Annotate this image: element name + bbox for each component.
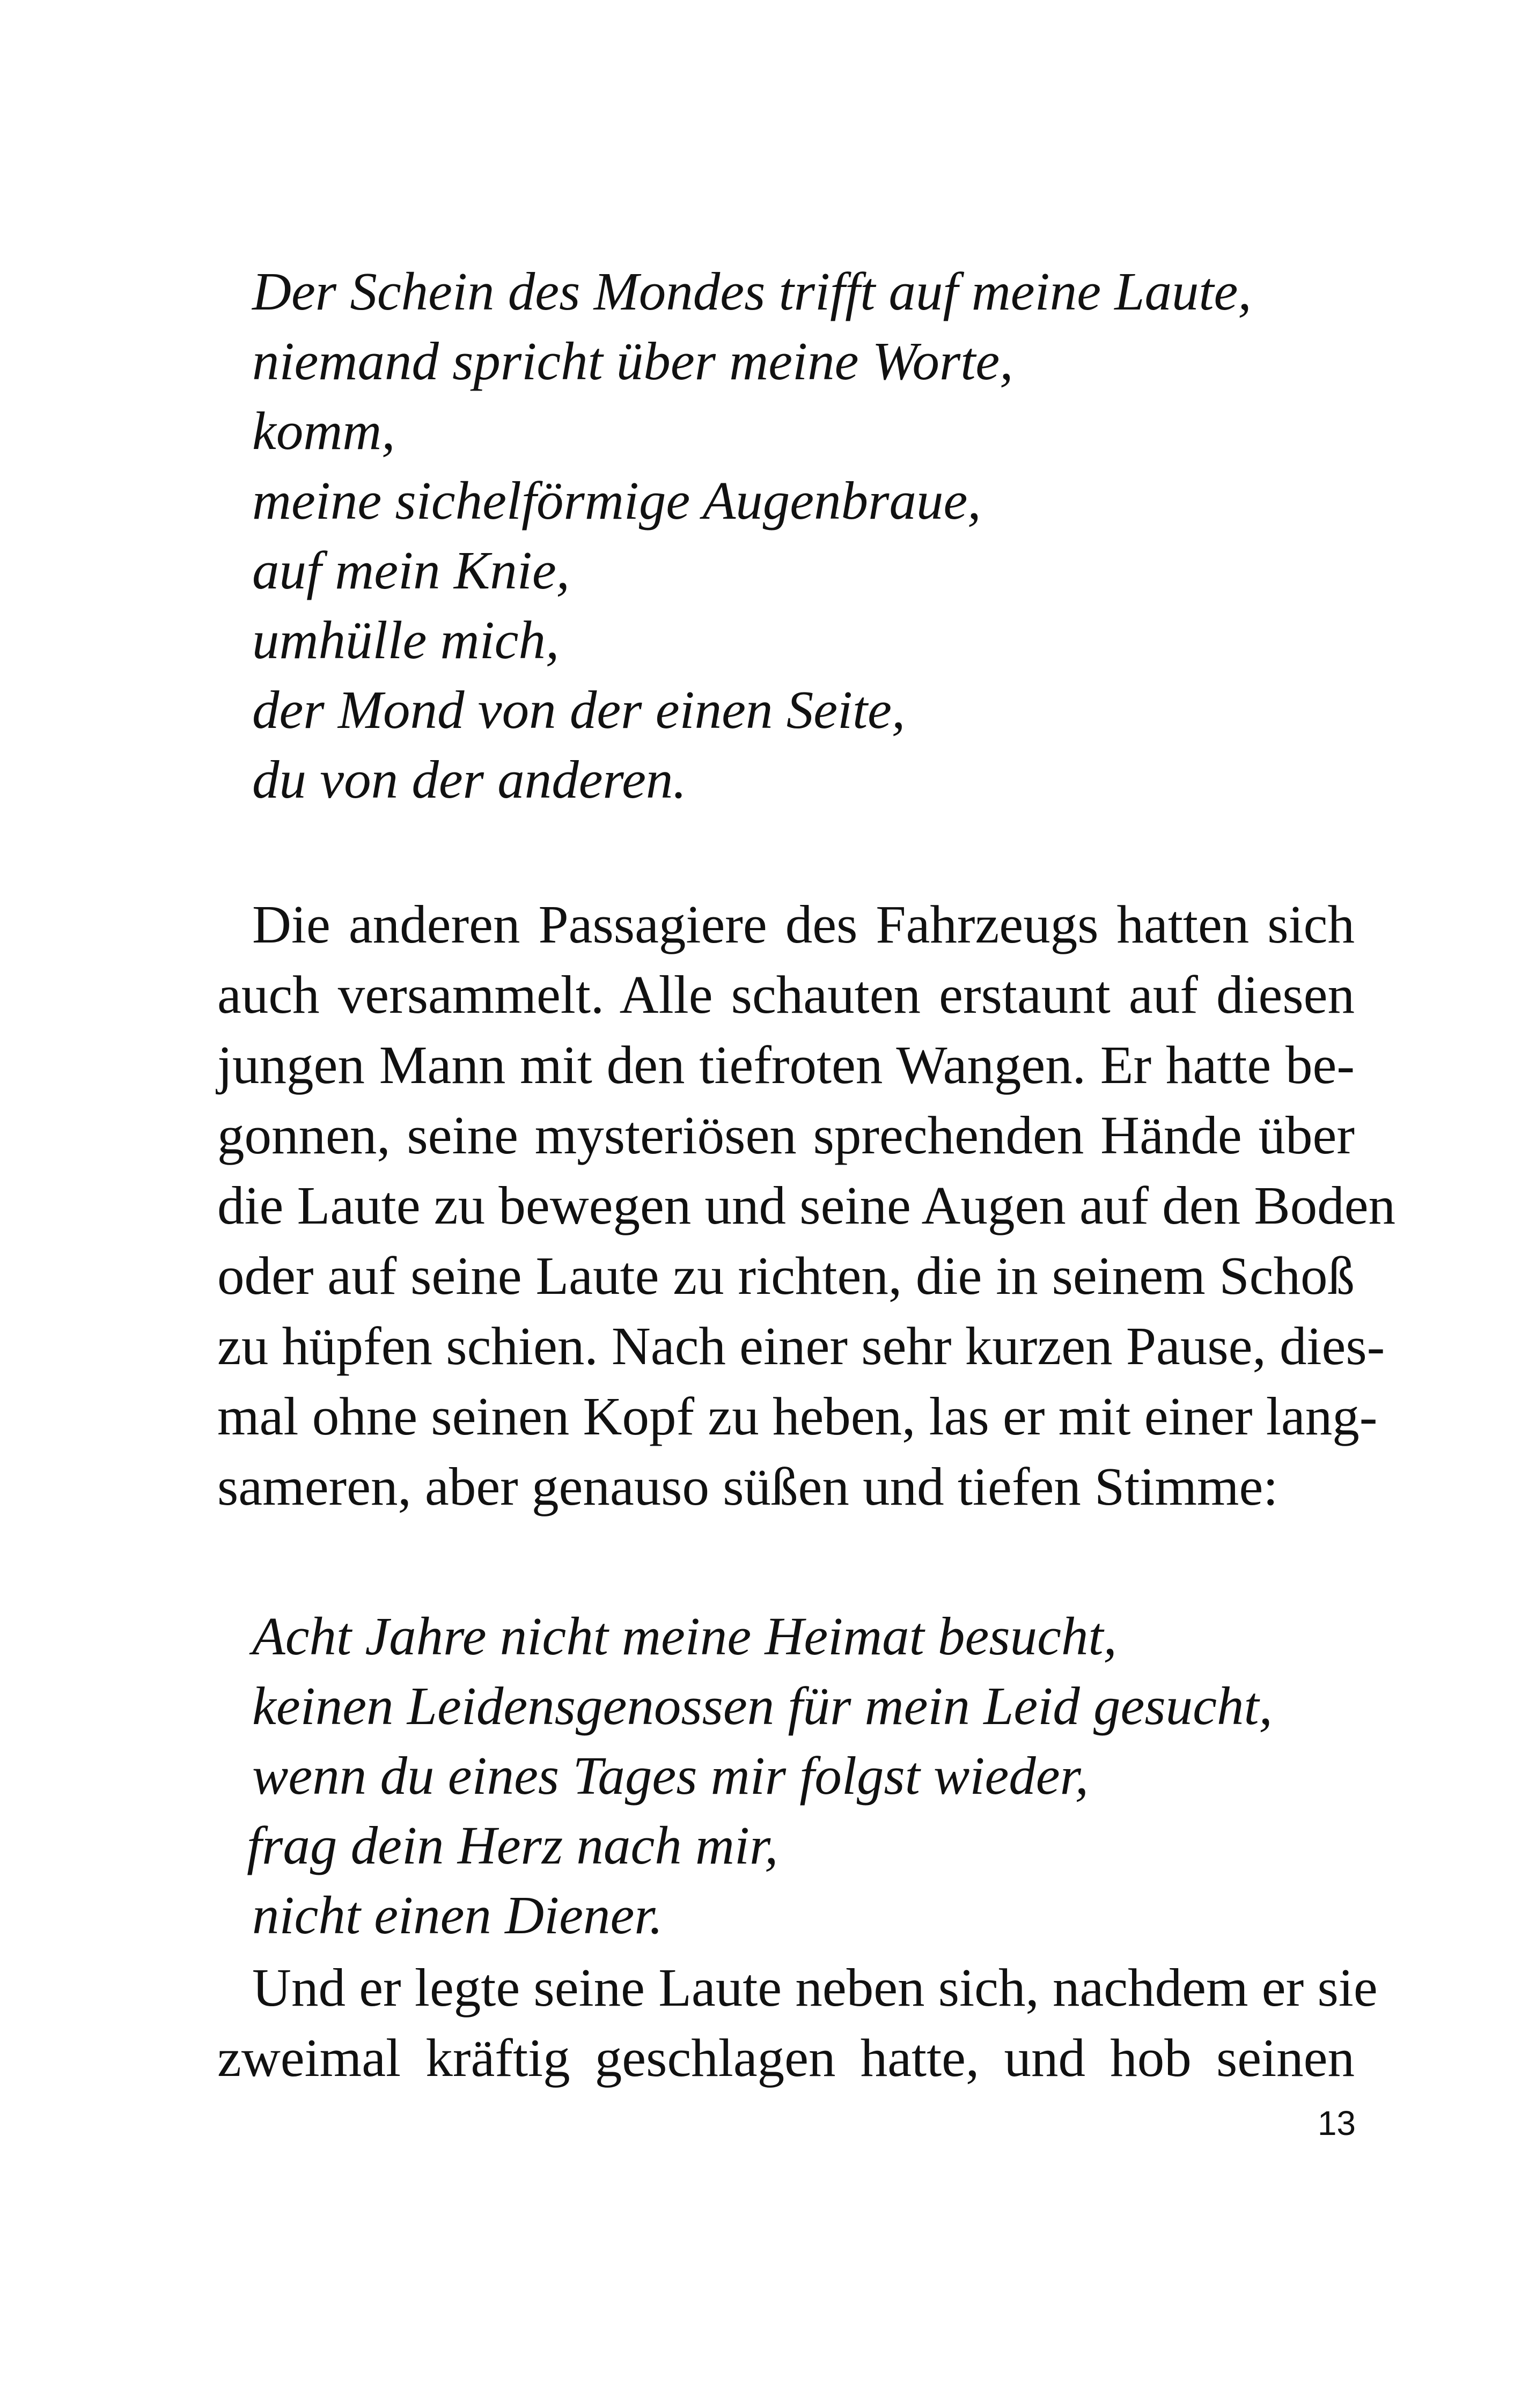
poem-line: wenn du eines Tages mir folgst wieder,	[252, 1746, 1089, 1806]
poem-stanza-1	[252, 256, 1390, 814]
poem-line: komm,	[252, 401, 395, 461]
paragraph-line: Die anderen Passagiere des Fahrzeugs hatten sich	[252, 894, 1355, 954]
paragraph-line: auch versammelt. Alle schauten erstaunt auf diesen	[217, 964, 1355, 1025]
paragraph-line: gonnen, seine mysteriösen sprechenden Hände über	[217, 1105, 1355, 1165]
paragraph-line: die Laute zu bewegen und seine Augen auf den Boden	[217, 1175, 1396, 1235]
poem-line: keinen Leidensgenossen für mein Leid gesucht,	[252, 1676, 1273, 1736]
paragraph-2	[217, 1953, 1378, 2093]
poem-line: nicht einen Diener.	[252, 1885, 663, 1945]
paragraph-line: Und er legte seine Laute neben sich, nachdem er sie	[252, 1957, 1378, 2017]
paragraph-1	[217, 889, 1396, 1522]
paragraph-line: zu hüpfen schien. Nach einer sehr kurzen Pause, dies-	[217, 1316, 1385, 1376]
poem-stanza-2	[247, 1601, 1390, 1950]
paragraph-line: mal ohne seinen Kopf zu heben, las er mit einer lang-	[217, 1386, 1378, 1446]
poem-line: auf mein Knie,	[252, 540, 570, 600]
poem-line: meine sichelförmige Augenbraue,	[252, 470, 981, 531]
paragraph-line: sameren, aber genauso süßen und tiefen Stimme:	[217, 1456, 1278, 1516]
page-number: 13	[1317, 2104, 1356, 2142]
poem-line: Der Schein des Mondes trifft auf meine Laute,	[252, 261, 1252, 321]
poem-line: Acht Jahre nicht meine Heimat besucht,	[252, 1606, 1117, 1666]
poem-line: umhülle mich,	[252, 610, 560, 670]
poem-line: frag dein Herz nach mir,	[247, 1815, 778, 1875]
poem-line: der Mond von der einen Seite,	[252, 680, 906, 740]
paragraph-line: zweimal kräftig geschlagen hatte, und hob seinen	[217, 2028, 1355, 2088]
poem-line: du von der anderen.	[252, 749, 687, 809]
poem-line: niemand spricht über meine Worte,	[252, 331, 1013, 391]
paragraph-line: oder auf seine Laute zu richten, die in seinem Schoß	[217, 1246, 1355, 1306]
paragraph-line: jungen Mann mit den tiefroten Wangen. Er hatte be-	[217, 1035, 1355, 1095]
